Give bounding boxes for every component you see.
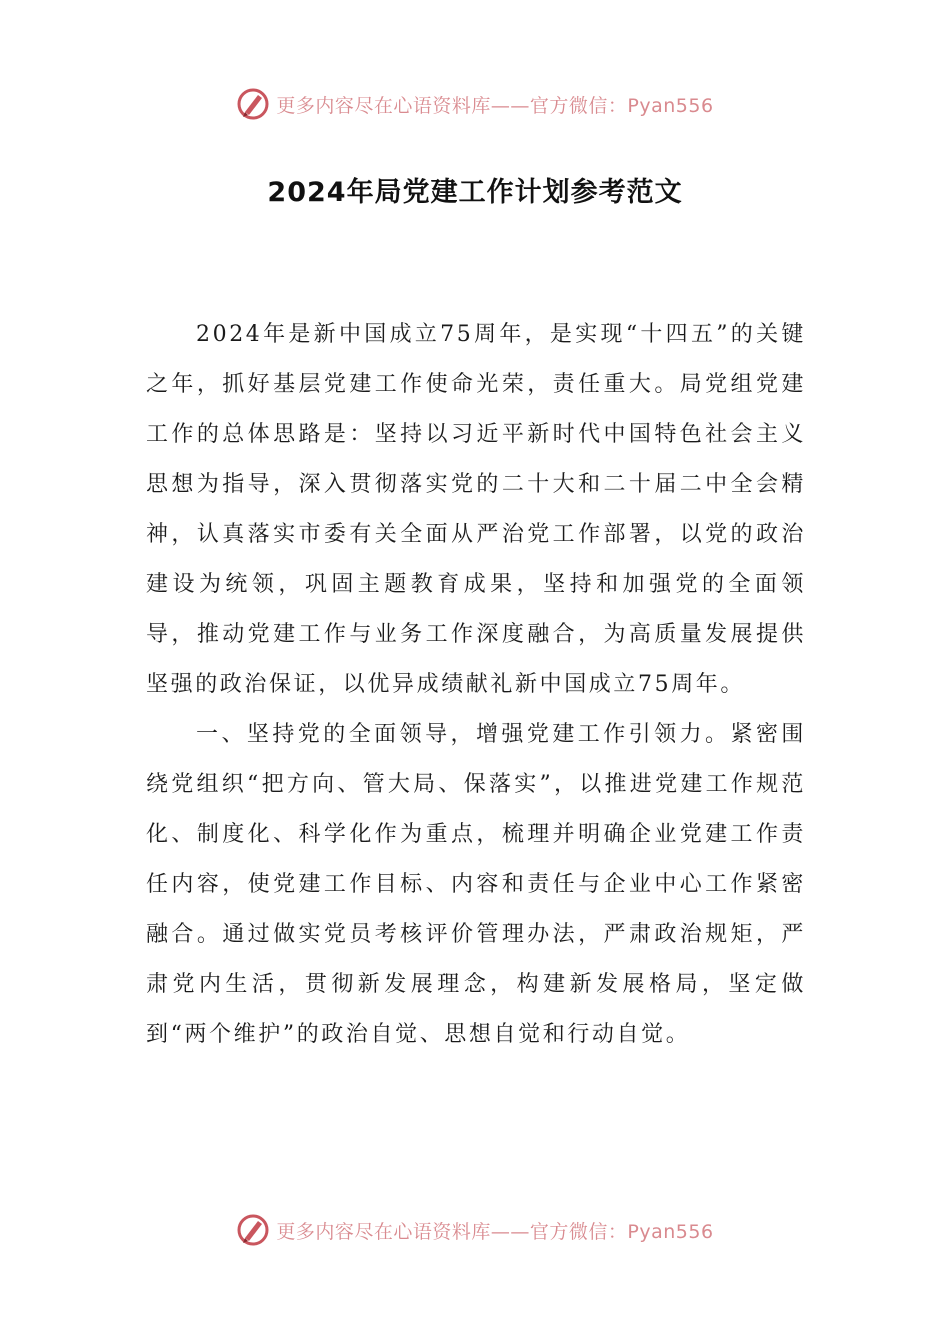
watermark-text: 更多内容尽在心语资料库——官方微信：Pyan556 — [276, 94, 714, 117]
pen-logo-icon — [236, 87, 270, 121]
watermark-wechat-id: Pyan556 — [627, 94, 714, 117]
document-body — [146, 310, 806, 1060]
watermark-text: 更多内容尽在心语资料库——官方微信：Pyan556 — [276, 1220, 714, 1243]
paragraph-section-one: 一、坚持党的全面领导，增强党建工作引领力。紧密围绕党组织“把方向、管大局、保落实”，以推进党建工作规范化、制度化、科学化作为重点，梳理并明确企业党建工作责任内容，使党建工作目标、内容和责任与企业中心工作紧密融合。通过做实党员考核评价管理办法，严肃政治规矩，严肃党内生活，贯彻新发展理念，构建新发展格局，坚定做到“两个维护”的政治自觉、思想自觉和行动自觉。 — [146, 722, 806, 1047]
header-watermark — [0, 84, 950, 124]
watermark-wechat-id: Pyan556 — [627, 1220, 714, 1243]
document-title: 2024年局党建工作计划参考范文 — [267, 177, 683, 208]
paragraph-intro: 2024年是新中国成立75周年，是实现“十四五”的关键之年，抓好基层党建工作使命光荣，责任重大。局党组党建工作的总体思路是：坚持以习近平新时代中国特色社会主义思想为指导，深入贯彻落实党的二十大和二十届二中全会精神，认真落实市委有关全面从严治党工作部署，以党的政治建设为统领，巩固主题教育成果，坚持和加强党的全面领导，推动党建工作与业务工作深度融合，为高质量发展提供坚强的政治保证，以优异成绩献礼新中国成立75周年。 — [146, 322, 806, 697]
footer-watermark — [0, 1210, 950, 1250]
pen-logo-icon — [236, 1213, 270, 1247]
